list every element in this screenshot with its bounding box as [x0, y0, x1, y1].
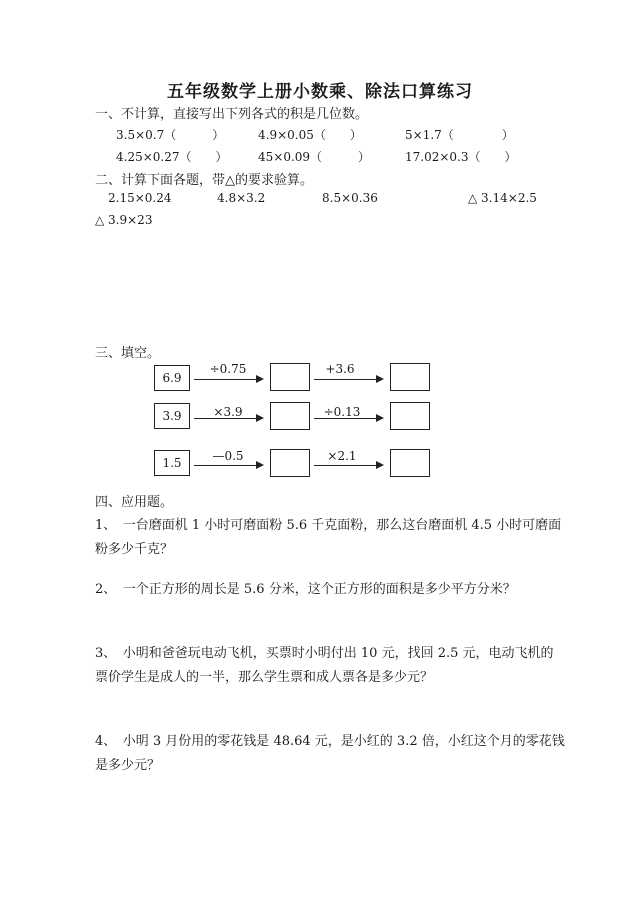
calc-item-4: △ 3.14×2.5 — [468, 191, 537, 205]
section3-heading: 三、填空。 — [95, 346, 161, 361]
fill-row2-arrow2 — [314, 418, 382, 419]
problem-1-line-2: 粉多少千克？ — [95, 542, 174, 557]
problem-4-line-1: 4、 小明 3 月份用的零花钱是 48.64 元，是小红的 3.2 倍，小红这个月的零花钱 — [95, 734, 565, 749]
page-title: 五年级数学上册小数乘、除法口算练习 — [167, 82, 473, 102]
calc-item-2: 4.8×3.2 — [217, 191, 266, 205]
fill-row1-start-value: 6.9 — [162, 371, 182, 385]
estimate-item-2: 4.9×0.05（ ） — [258, 128, 362, 142]
fill-row3-arrow2 — [314, 465, 382, 466]
estimate-item-5: 45×0.09（ ） — [258, 150, 371, 164]
fill-row1-answer2-box[interactable] — [390, 363, 430, 391]
fill-row2-answer2-box[interactable] — [390, 402, 430, 430]
fill-row1-op2: +3.6 — [325, 362, 355, 376]
section1-heading: 一、不计算，直接写出下列各式的积是几位数。 — [95, 107, 369, 122]
fill-row1-answer1-box[interactable] — [270, 363, 310, 391]
estimate-item-3: 5×1.7（ ） — [405, 128, 514, 142]
fill-row2-answer1-box[interactable] — [270, 402, 310, 430]
fill-row3-answer1-box[interactable] — [270, 449, 310, 477]
section2-heading: 二、计算下面各题，带△的要求验算。 — [95, 173, 313, 188]
fill-row3-start-value: 1.5 — [162, 456, 182, 470]
problem-2-line-1: 2、 一个正方形的周长是 5.6 分米，这个正方形的面积是多少平方分米？ — [95, 582, 516, 597]
problem-3-line-2: 票价学生是成人的一半，那么学生票和成人票各是多少元？ — [95, 670, 434, 685]
fill-row1-start — [154, 365, 190, 391]
fill-row1-arrow1 — [194, 379, 262, 380]
estimate-item-1: 3.5×0.7（ ） — [116, 128, 225, 142]
fill-row2-start — [154, 403, 190, 429]
calc-item-5: △ 3.9×23 — [95, 213, 153, 227]
fill-row1-arrow2 — [314, 379, 382, 380]
fill-row2-arrow1 — [194, 418, 262, 419]
problem-4-line-2: 是多少元？ — [95, 758, 161, 773]
fill-row2-start-value: 3.9 — [162, 409, 182, 423]
fill-row3-start — [154, 450, 190, 476]
fill-row3-op1: —0.5 — [212, 449, 244, 463]
fill-row1-op1: ÷0.75 — [209, 362, 247, 376]
problem-1-line-1: 1、 一台磨面机 1 小时可磨面粉 5.6 千克面粉，那么这台磨面机 4.5 小时可磨面 — [95, 518, 562, 533]
fill-row3-op2: ×2.1 — [327, 449, 357, 463]
problem-3-line-1: 3、 小明和爸爸玩电动飞机，买票时小明付出 10 元，找回 2.5 元，电动飞机的 — [95, 646, 554, 661]
fill-row2-op2: ÷0.13 — [323, 405, 361, 419]
calc-item-3: 8.5×0.36 — [322, 191, 378, 205]
calc-item-1: 2.15×0.24 — [108, 191, 172, 205]
estimate-item-4: 4.25×0.27（ ） — [116, 150, 228, 164]
section4-heading: 四、应用题。 — [95, 495, 174, 510]
fill-row2-op1: ×3.9 — [213, 405, 243, 419]
fill-row3-answer2-box[interactable] — [390, 449, 430, 477]
estimate-item-6: 17.02×0.3（ ） — [405, 150, 517, 164]
fill-row3-arrow1 — [194, 465, 262, 466]
